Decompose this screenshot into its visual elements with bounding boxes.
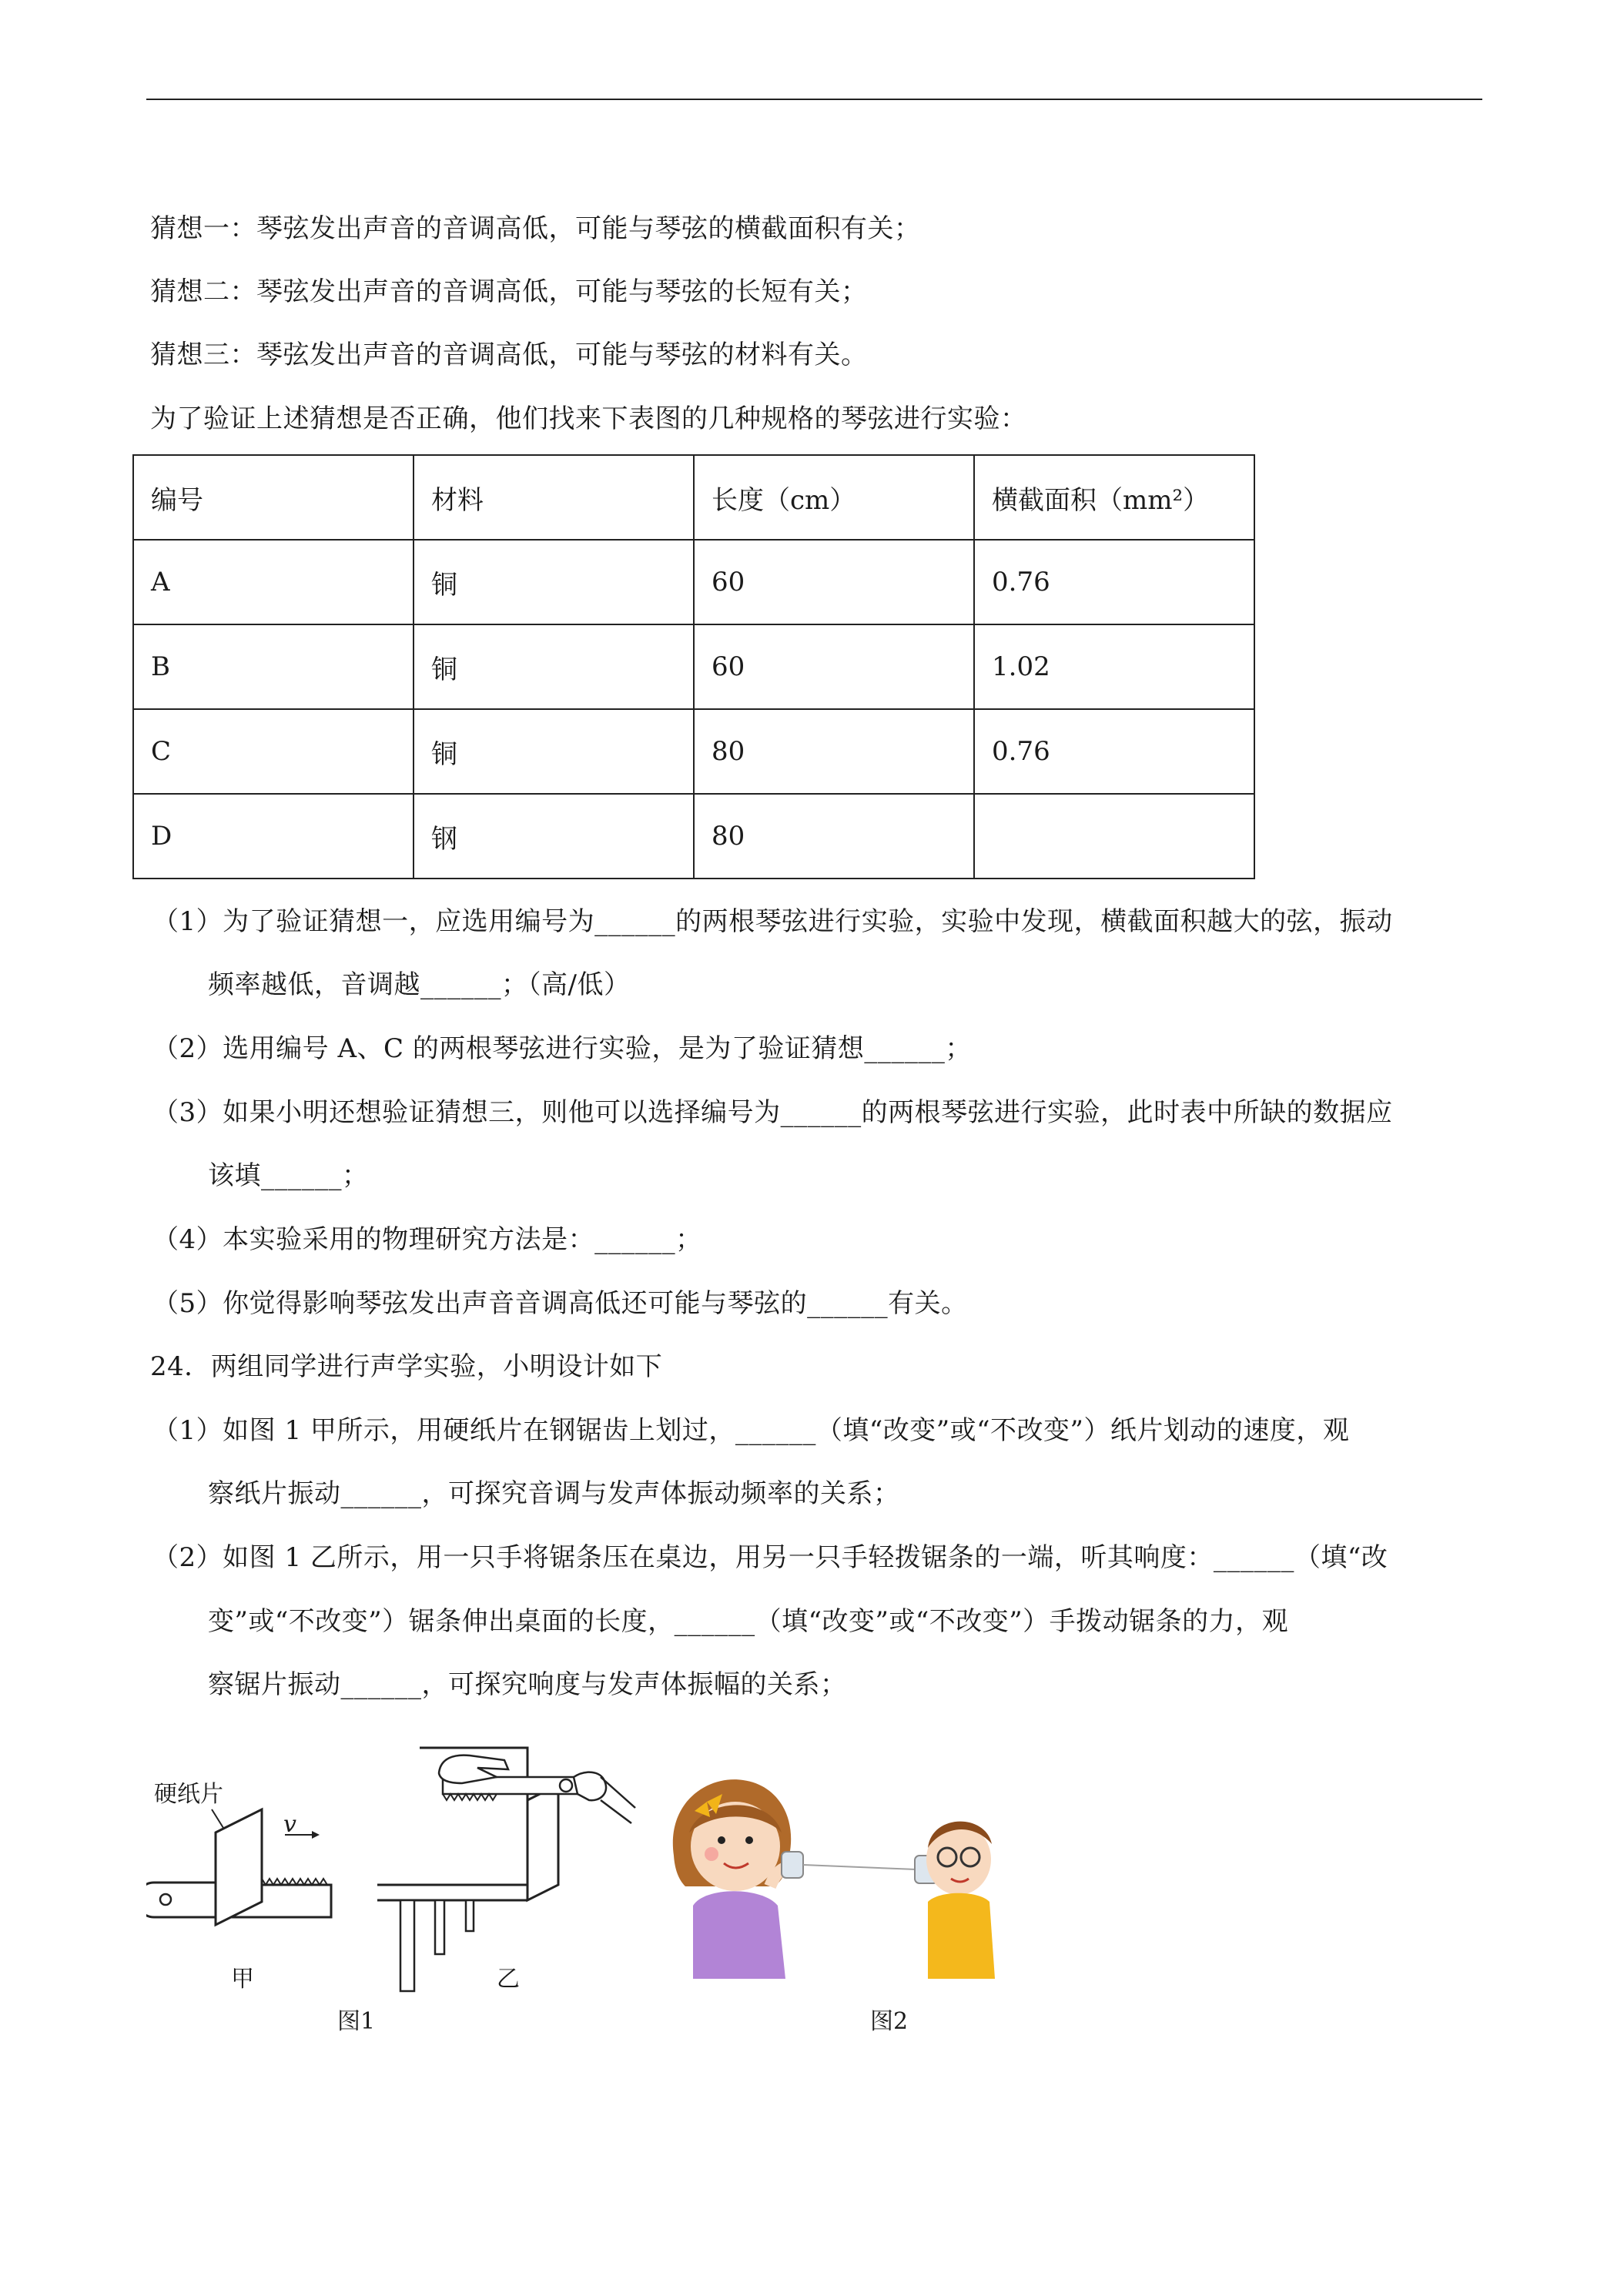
table-cell: 铜	[414, 540, 694, 624]
q23-part4: （4）本实验采用的物理研究方法是：______；	[152, 1224, 702, 1255]
string-spec-table	[132, 454, 1255, 879]
table-cell: 80	[694, 709, 974, 794]
label-jia: 甲	[231, 1966, 254, 1993]
caption-figure-2: 图2	[870, 2008, 909, 2035]
q23-part3: （3）如果小明还想验证猜想三，则他可以选择编号为______的两根琴弦进行实验，此时表中所缺的数据应	[152, 1097, 1393, 1128]
table-cell: 铜	[414, 624, 694, 709]
table-cell: 钢	[414, 794, 694, 879]
label-card: 硬纸片	[154, 1781, 223, 1808]
hypothesis-2: 猜想二：琴弦发出声音的音调高低，可能与琴弦的长短有关；	[150, 276, 868, 307]
label-yi: 乙	[497, 1966, 520, 1993]
figure-1-yi-saw-table	[370, 1739, 647, 1993]
q23-part1: （1）为了验证猜想一，应选用编号为______的两根琴弦进行实验，实验中发现，横截面积越大的弦，振动	[152, 906, 1393, 937]
hypothesis-1: 猜想一：琴弦发出声音的音调高低，可能与琴弦的横截面积有关；	[150, 213, 921, 244]
figure-2-cup-telephone	[662, 1771, 1032, 2002]
table-cell: B	[133, 624, 414, 709]
table-header-cell: 横截面积（mm²）	[974, 455, 1254, 540]
table-header-cell: 编号	[133, 455, 414, 540]
table-cell: D	[133, 794, 414, 879]
table-cell: 0.76	[974, 709, 1254, 794]
hypothesis-3: 猜想三：琴弦发出声音的音调高低，可能与琴弦的材料有关。	[150, 340, 868, 370]
table-header-row	[133, 455, 1254, 540]
q24-part2-cont2: 察锯片振动______，可探究响度与发声体振幅的关系；	[208, 1669, 847, 1700]
q23-part3-cont: 该填______；	[208, 1160, 369, 1191]
label-velocity: v	[283, 1811, 296, 1838]
q23-part2: （2）选用编号 A、C 的两根琴弦进行实验，是为了验证猜想______；	[152, 1033, 972, 1064]
table-intro: 为了验证上述猜想是否正确，他们找来下表图的几种规格的琴弦进行实验：	[150, 403, 1027, 434]
q23-part5: （5）你觉得影响琴弦发出声音音调高低还可能与琴弦的______有关。	[152, 1288, 968, 1319]
q23-part1-cont: 频率越低，音调越______；（高/低）	[208, 969, 631, 1000]
table-cell: 60	[694, 624, 974, 709]
table-row	[133, 624, 1254, 709]
table-cell: 0.76	[974, 540, 1254, 624]
caption-figure-1: 图1	[337, 2008, 376, 2035]
q24-part2-cont: 变”或“不改变”）锯条伸出桌面的长度，______（填“改变”或“不改变”）手拨动锯条的力，观	[208, 1606, 1289, 1637]
table-cell: 铜	[414, 709, 694, 794]
table-cell: 80	[694, 794, 974, 879]
table-cell: 1.02	[974, 624, 1254, 709]
table-row	[133, 794, 1254, 879]
table-header-cell: 长度（cm）	[694, 455, 974, 540]
q24-title: 24．两组同学进行声学实验，小明设计如下	[150, 1351, 663, 1382]
table-header-cell: 材料	[414, 455, 694, 540]
table-row	[133, 540, 1254, 624]
q24-part2: （2）如图 1 乙所示，用一只手将锯条压在桌边，用另一只手轻拨锯条的一端，听其响度：______（填“改	[152, 1542, 1388, 1573]
table-row	[133, 709, 1254, 794]
header-rule	[146, 99, 1482, 100]
table-cell: 60	[694, 540, 974, 624]
q24-part1: （1）如图 1 甲所示，用硬纸片在钢锯齿上划过，______（填“改变”或“不改变”）纸片划动的速度，观	[152, 1415, 1350, 1446]
table-cell: A	[133, 540, 414, 624]
table-cell	[974, 794, 1254, 879]
table-cell: C	[133, 709, 414, 794]
q24-part1-cont: 察纸片振动______，可探究音调与发声体振动频率的关系；	[208, 1478, 900, 1509]
